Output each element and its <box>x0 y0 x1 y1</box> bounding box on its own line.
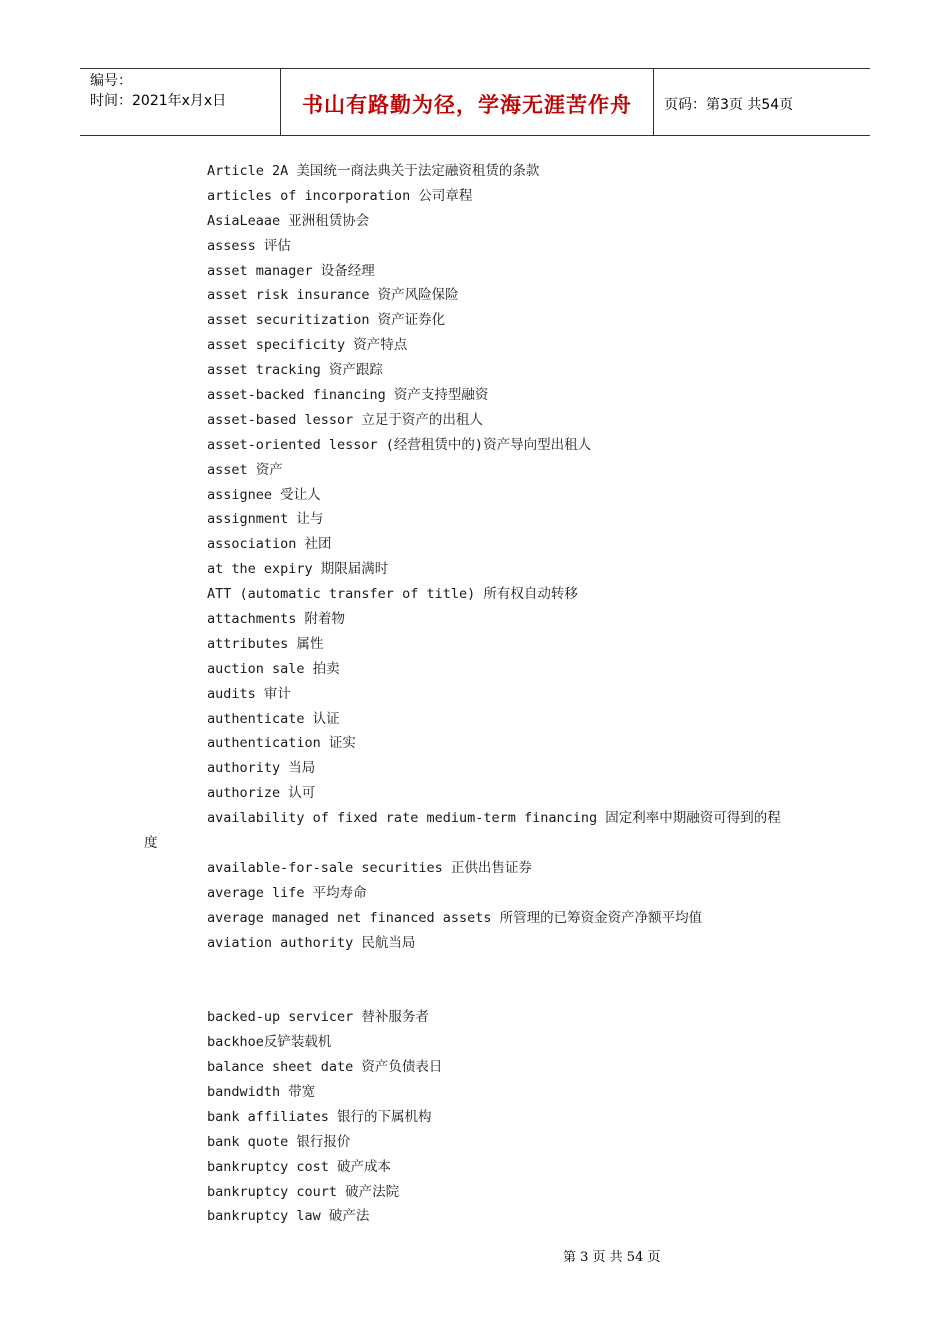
glossary-list <box>0 159 950 1229</box>
glossary-entry: asset specificity 资产特点 <box>207 337 408 354</box>
glossary-entry: attachments 附着物 <box>207 611 346 628</box>
glossary-entry: assignee 受让人 <box>207 486 321 503</box>
header-meta <box>80 69 281 135</box>
glossary-entry: available-for-sale securities 正供出售证券 <box>207 859 532 876</box>
glossary-entry: assess 评估 <box>207 237 291 254</box>
footer-page-number: 第 3 页 共 54 页 <box>563 1250 661 1265</box>
blank-line <box>0 956 950 981</box>
glossary-entry: auction sale 拍卖 <box>207 660 340 677</box>
glossary-entry: articles of incorporation 公司章程 <box>207 187 473 204</box>
glossary-entry: bankruptcy court 破产法院 <box>207 1183 400 1200</box>
glossary-entry: bankruptcy law 破产法 <box>207 1208 370 1225</box>
glossary-entry: bank quote 银行报价 <box>207 1133 351 1150</box>
glossary-entry: backhoe反铲装载机 <box>207 1034 332 1051</box>
glossary-entry: Article 2A 美国统一商法典关于法定融资租赁的条款 <box>207 163 540 179</box>
glossary-entry: 度 <box>144 835 158 852</box>
glossary-entry: ATT (automatic transfer of title) 所有权自动转移 <box>207 586 578 603</box>
glossary-entry: asset manager 设备经理 <box>207 262 375 279</box>
glossary-entry: authenticate 认证 <box>207 710 340 727</box>
glossary-entry: attributes 属性 <box>207 635 324 652</box>
glossary-entry: asset-backed financing 资产支持型融资 <box>207 387 489 404</box>
glossary-entry: bank affiliates 银行的下属机构 <box>207 1108 432 1125</box>
header-motto: 书山有路勤为径，学海无涯苦作舟 <box>281 69 654 135</box>
glossary-entry: asset tracking 资产跟踪 <box>207 362 383 379</box>
glossary-entry: average managed net financed assets 所管理的已筹资金资产净额平均值 <box>207 909 703 926</box>
glossary-entry: association 社团 <box>207 536 332 553</box>
glossary-entry: balance sheet date 资产负债表日 <box>207 1059 443 1076</box>
document-number-label: 编号： <box>90 73 132 89</box>
glossary-entry: at the expiry 期限届满时 <box>207 561 389 578</box>
glossary-entry: AsiaLeaae 亚洲租赁协会 <box>207 212 370 229</box>
glossary-entry: bandwidth 带宽 <box>207 1083 316 1100</box>
glossary-entry: audits 审计 <box>207 685 291 702</box>
glossary-entry: average life 平均寿命 <box>207 884 367 901</box>
header-page-info: 页码：第3页 共54页 <box>664 97 794 113</box>
glossary-entry: asset 资产 <box>207 461 283 478</box>
glossary-entry: assignment 让与 <box>207 511 324 528</box>
document-time-label: 时间：2021年x月x日 <box>90 93 227 109</box>
glossary-entry: authority 当局 <box>207 760 316 777</box>
glossary-entry: asset securitization 资产证券化 <box>207 312 446 329</box>
glossary-entry: asset-oriented lessor (经营租赁中的)资产导向型出租人 <box>207 436 592 453</box>
glossary-entry: availability of fixed rate medium-term financing 固定利率中期融资可得到的程 <box>207 810 781 827</box>
glossary-entry: asset-based lessor 立足于资产的出租人 <box>207 411 483 428</box>
glossary-entry: bankruptcy cost 破产成本 <box>207 1158 392 1175</box>
page-header <box>80 68 870 136</box>
glossary-entry: aviation authority 民航当局 <box>207 934 416 951</box>
blank-line <box>0 980 950 1005</box>
glossary-entry: authorize 认可 <box>207 785 316 802</box>
glossary-entry: asset risk insurance 资产风险保险 <box>207 287 459 304</box>
glossary-entry: authentication 证实 <box>207 735 356 752</box>
glossary-entry: backed-up servicer 替补服务者 <box>207 1009 429 1026</box>
